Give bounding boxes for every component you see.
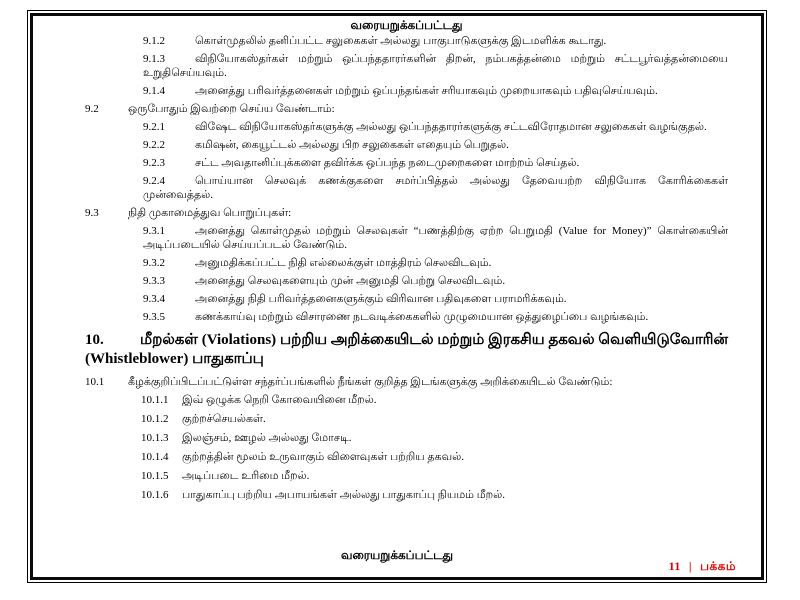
item-number: 10.1.5 — [141, 470, 169, 482]
item-text: கீழக்குறிப்பிடப்பட்டுள்ள சந்தர்ப்பங்களில் நீங்கள் குறித்த இடங்களுக்கு அறிக்கையிடல் வேண்டும்: — [128, 376, 613, 388]
document-page — [30, 13, 764, 580]
numbered-item-10.1 — [85, 375, 728, 389]
numbered-item-10.1.6 — [141, 488, 728, 502]
item-text: பாதுகாப்பு பற்றிய அபாயங்கள் அல்லது பாதுகாப்பு நியமம் மீறல். — [182, 489, 506, 501]
page-number-separator: | — [688, 559, 693, 573]
item-text: நிதி முகாமைத்துவ பொறுப்புகள்: — [128, 207, 292, 219]
numbered-item-9.2.1 — [143, 120, 728, 134]
item-number: 9.2 — [85, 103, 99, 115]
item-text: அடிப்படை உரிமை மீறல். — [182, 470, 310, 482]
numbered-item-9.2.3 — [143, 156, 728, 170]
item-number: 9.3.2 — [143, 257, 165, 269]
item-text: அனுமதிக்கப்பட்ட நிதி எல்லைக்குள் மாத்திரம் செலவிடவும். — [195, 257, 492, 269]
item-text: விஷேட விநியோகஸ்தர்களுக்கு அல்லது ஒப்பந்ததாரர்களுக்கு சட்டவிரோதமான சலுகைகள் வழங்குதல். — [195, 121, 707, 133]
item-text: ஒருபோதும் இவற்றை செய்ய வேண்டாம்: — [128, 103, 335, 115]
numbered-item-9.2.4 — [143, 174, 728, 202]
item-number: 9.2.2 — [143, 139, 165, 151]
section-heading-10 — [85, 331, 728, 369]
item-number: 10.1.6 — [141, 489, 169, 501]
item-text: குற்றச்செயல்கள். — [182, 413, 266, 425]
item-text: கமிஷன், கையூட்டல் அல்லது பிற சலுகைகள் எதையும் பெறுதல். — [195, 139, 509, 151]
item-number: 10.1.1 — [141, 394, 169, 406]
item-number: 9.3.5 — [143, 311, 165, 323]
item-number: 10. — [85, 332, 104, 348]
item-number: 9.1.3 — [143, 53, 165, 65]
numbered-item-10.1.5 — [141, 469, 728, 483]
item-text: அனைத்து நிதி பரிவர்த்தனைகளுக்கும் விரிவான பதிவுகளை பராமரிக்கவும். — [195, 293, 567, 305]
item-text: அனைத்து பரிவர்த்தனைகள் மற்றும் ஒப்பந்தங்கள் சரியாகவும் முறையாகவும் பதிவுசெய்யவும். — [195, 85, 658, 97]
item-number: 9.3.4 — [143, 293, 165, 305]
item-number: 9.1.2 — [143, 35, 165, 47]
numbered-item-9.3.5 — [143, 310, 728, 324]
header-classification-label: வரையறுக்கப்பட்டது — [350, 18, 463, 32]
numbered-item-9.3 — [85, 206, 728, 220]
page-number-word: பக்கம் — [700, 559, 736, 573]
numbered-item-10.1.1 — [141, 393, 728, 407]
numbered-item-9.3.4 — [143, 292, 728, 306]
item-number: 9.3.3 — [143, 275, 165, 287]
item-number: 9.2.1 — [143, 121, 165, 133]
item-text: குற்றத்தின் மூலம் உருவாகும் விளைவுகள் பற்றிய தகவல். — [182, 451, 464, 463]
numbered-item-9.2.2 — [143, 138, 728, 152]
numbered-item-9.3.1 — [143, 224, 728, 252]
item-number: 9.3 — [85, 207, 99, 219]
item-number: 10.1.4 — [141, 451, 169, 463]
numbered-item-9.1.2 — [143, 34, 728, 48]
page-number-value: 11 — [668, 559, 681, 573]
item-number: 9.2.3 — [143, 157, 165, 169]
item-number: 9.3.1 — [143, 225, 165, 237]
numbered-item-9.1.4 — [143, 84, 728, 98]
item-number: 10.1.2 — [141, 413, 169, 425]
item-text: இவ் ஒழுக்க நெறி கோவையினை மீறல். — [182, 394, 377, 406]
item-text: அனைத்து கொள்முதல் மற்றும் செலவுகள் “பணத்திற்கு ஏற்ற பெறுமதி (Value for Money)” கொள்கையின் அடிப்படையில் செய்யப்படல் வேண்டும். — [143, 225, 728, 251]
item-number: 10.1 — [85, 376, 105, 388]
item-text: கொள்முதலில் தனிப்பட்ட சலுகைகள் அல்லது பாகுபாடுகளுக்கு இடமளிக்க கூடாது. — [195, 35, 607, 47]
item-text: கணக்காய்வு மற்றும் விசாரணை நடவடிக்கைகளில் முழுமையான ஒத்துழைப்பை வழங்கவும். — [195, 311, 649, 323]
footer-classification-label: வரையறுக்கப்பட்டது — [340, 548, 454, 562]
page-border-frame — [27, 10, 767, 583]
document-body — [85, 34, 728, 502]
numbered-item-9.2 — [85, 102, 728, 116]
numbered-item-9.1.3 — [143, 52, 728, 80]
numbered-item-10.1.2 — [141, 412, 728, 426]
item-text: மீறல்கள் (Violations) பற்றிய அறிக்கையிடல் மற்றும் இரகசிய தகவல் வெளியிடுவோரின் (Whistleblower) பாதுகாப்பு — [85, 332, 728, 367]
item-text: சட்ட அவதானிப்புக்களை தவிர்க்க ஒப்பந்த நடைமுறைகளை மாற்றம் செய்தல். — [195, 157, 580, 169]
numbered-item-9.3.3 — [143, 274, 728, 288]
numbered-item-9.3.2 — [143, 256, 728, 270]
item-number: 9.1.4 — [143, 85, 165, 97]
item-number: 10.1.3 — [141, 432, 169, 444]
page-number — [669, 559, 736, 575]
item-text: அனைத்து செலவுகளையும் முன் அனுமதி பெற்று செலவிடவும். — [195, 275, 506, 287]
item-text: விநியோகஸ்தர்கள் மற்றும் ஒப்பந்ததாரர்களின் திறன், நம்பகத்தன்மை மற்றும் சட்டபூர்வத்தன்மையை உறுதிசெய்யவும். — [143, 53, 728, 79]
numbered-item-10.1.4 — [141, 450, 728, 464]
numbered-item-10.1.3 — [141, 431, 728, 445]
item-text: பொய்யான செலவுக் கணக்குகளை சமர்ப்பித்தல் அல்லது தேவையற்ற விநியோக கோரிக்கைகள் முன்வைத்தல். — [143, 175, 728, 201]
item-number: 9.2.4 — [143, 175, 165, 187]
item-text: இலஞ்சம், ஊழல் அல்லது மோசடி. — [182, 432, 352, 444]
